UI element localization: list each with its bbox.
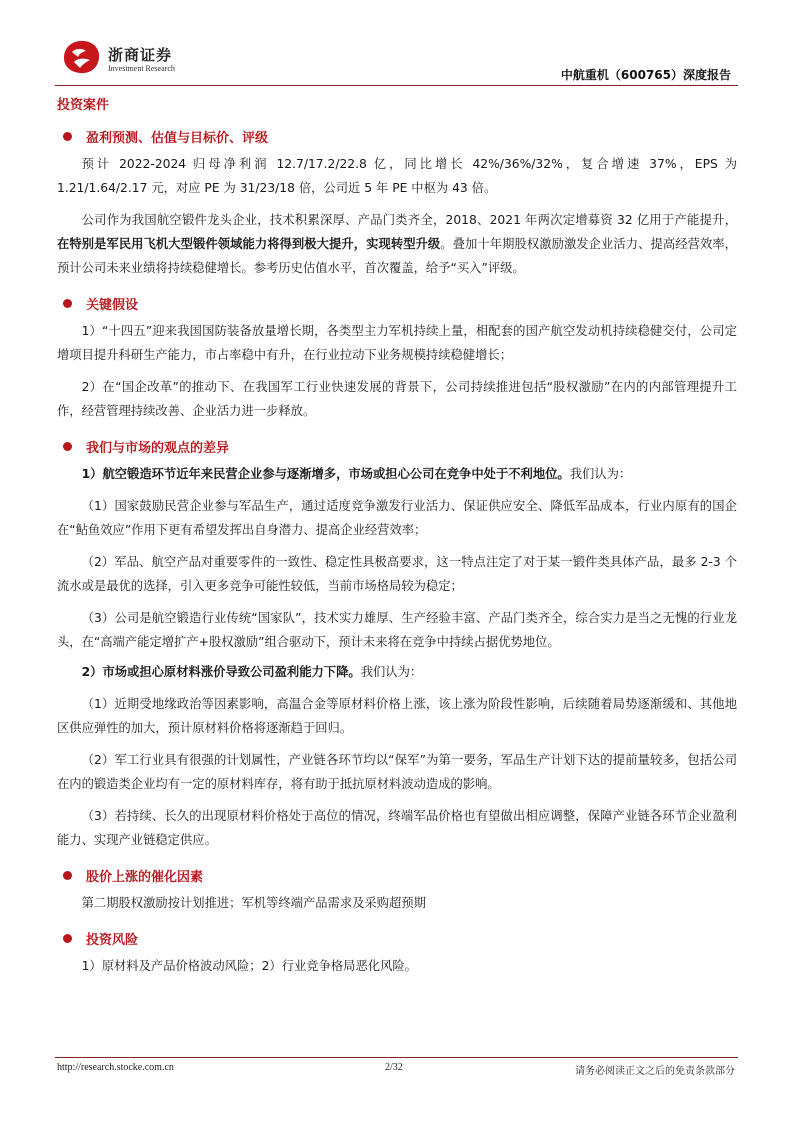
brand-logo-icon [60, 38, 102, 76]
header-divider [55, 85, 738, 86]
catalysts-paragraph: 第二期股权激励按计划推进；军机等终端产品需求及采购超预期 [81, 896, 426, 910]
footer-divider [55, 1057, 738, 1058]
bullet-icon [63, 442, 72, 451]
heading-catalysts-label: 股价上涨的催化因素 [86, 870, 204, 885]
heading-forecast [57, 127, 737, 146]
report-body [57, 94, 737, 978]
forecast-p2-part-a: 公司作为我国航空锻件龙头企业，技术积累深厚、产品门类齐全，2018、2021 年两次定增募资 32 亿用于产能提升， [81, 213, 737, 227]
difference-2-paragraph-3: （3）若持续、长久的出现原材料价格处于高位的情况，终端军品价格也有望做出相应调整，保障产业链各环节企业盈利能力、实现产业链稳定供应。 [57, 809, 737, 847]
difference-2-paragraph-1: （1）近期受地缘政治等因素影响，高温合金等原材料价格上涨，该上涨为阶段性影响，后续随着局势逐渐缓和、其他地区供应弹性的加大，预计原材料价格将逐渐趋于回归。 [57, 697, 737, 735]
difference-point-1-lead: 1）航空锻造环节近年来民营企业参与逐渐增多，市场或担心公司在竞争中处于不利地位。 [81, 467, 570, 481]
risks-paragraph: 1）原材料及产品价格波动风险；2）行业竞争格局恶化风险。 [81, 959, 417, 973]
bullet-icon [63, 132, 72, 141]
heading-assumptions [57, 294, 737, 313]
heading-assumptions-label: 关键假设 [86, 298, 139, 313]
brand-name-cn: 浙商证券 [108, 46, 173, 64]
forecast-p2-emphasis: 在特别是军民用飞机大型锻件领域能力将得到极大提升，实现转型升级 [57, 237, 441, 251]
difference-1-paragraph-2: （2）军品、航空产品对重要零件的一致性、稳定性具极高要求，这一特点注定了对于某一锻件类具体产品，最多 2-3 个流水或是最优的选择，引入更多竞争可能性较低，当前市场格局较为稳定； [57, 555, 737, 593]
difference-point-2 [57, 660, 737, 684]
forecast-paragraph-2 [57, 208, 737, 280]
section-title: 投资案件 [57, 98, 110, 113]
forecast-paragraph-1: 预计 2022-2024 归母净利润 12.7/17.2/22.8 亿，同比增长 42%/36%/32%，复合增速 37%，EPS 为 1.21/1.64/2.17 元，对应 PE 为 31/23/18 倍，公司近 5 年 PE 中枢为 43 倍。 [57, 157, 737, 195]
assumption-paragraph-1: 1）“十四五”迎来我国国防装备放量增长期，各类型主力军机持续上量，相配套的国产航空发动机持续稳健交付，公司定增项目提升科研生产能力，市占率稳中有升，在行业拉动下业务规模持续稳健增长； [57, 324, 737, 362]
bullet-icon [63, 299, 72, 308]
heading-risks-label: 投资风险 [86, 933, 139, 948]
difference-1-paragraph-3: （3）公司是航空锻造行业传统“国家队”，技术实力雄厚、生产经验丰富、产品门类齐全，综合实力是当之无愧的行业龙头，在“高端产能定增扩产+股权激励”组合驱动下，预计未来将在竞争中持续占据优势地位。 [57, 611, 737, 649]
heading-differences-label: 我们与市场的观点的差异 [86, 441, 230, 456]
forecast-p2-part-c: 。叠加十年期股权激励激发企业活力、提高经营效率，预计公司未来业绩将持续稳健增长。参考历史估值水平，首次覆盖，给予“买入”评级。 [57, 237, 737, 275]
page-number: 2/32 [385, 1062, 403, 1073]
footer-url-link[interactable]: http://research.stocke.com.cn [57, 1062, 174, 1073]
report-title: 中航重机（600765）深度报告 [560, 68, 731, 82]
difference-point-2-tail: 我们认为： [360, 665, 423, 679]
difference-point-1 [57, 462, 737, 486]
heading-catalysts [57, 866, 737, 885]
difference-point-1-tail: 我们认为： [569, 467, 632, 481]
heading-risks [57, 929, 737, 948]
bullet-icon [63, 934, 72, 943]
brand-name-en: Investment Research [108, 64, 175, 73]
heading-forecast-label: 盈利预测、估值与目标价、评级 [86, 131, 269, 146]
bullet-icon [63, 871, 72, 880]
difference-2-paragraph-2: （2）军工行业具有很强的计划属性，产业链各环节均以“保军”为第一要务，军品生产计划下达的提前量较多，包括公司在内的锻造类企业均有一定的原材料库存，将有助于抵抗原材料波动造成的影响。 [57, 753, 737, 791]
heading-differences [57, 437, 737, 456]
assumption-paragraph-2: 2）在“国企改革”的推动下、在我国军工行业快速发展的背景下，公司持续推进包括“股权激励”在内的内部管理提升工作，经营管理持续改善、企业活力进一步释放。 [57, 380, 737, 418]
difference-point-2-lead: 2）市场或担心原材料涨价导致公司盈利能力下降。 [81, 665, 361, 679]
footer-disclaimer: 请务必阅读正文之后的免责条款部分 [575, 1066, 735, 1077]
difference-1-paragraph-1: （1）国家鼓励民营企业参与军品生产，通过适度竞争激发行业活力、保证供应安全、降低军品成本，行业内原有的国企在“鲇鱼效应”作用下更有希望发挥出自身潜力、提高企业经营效率； [57, 499, 737, 537]
